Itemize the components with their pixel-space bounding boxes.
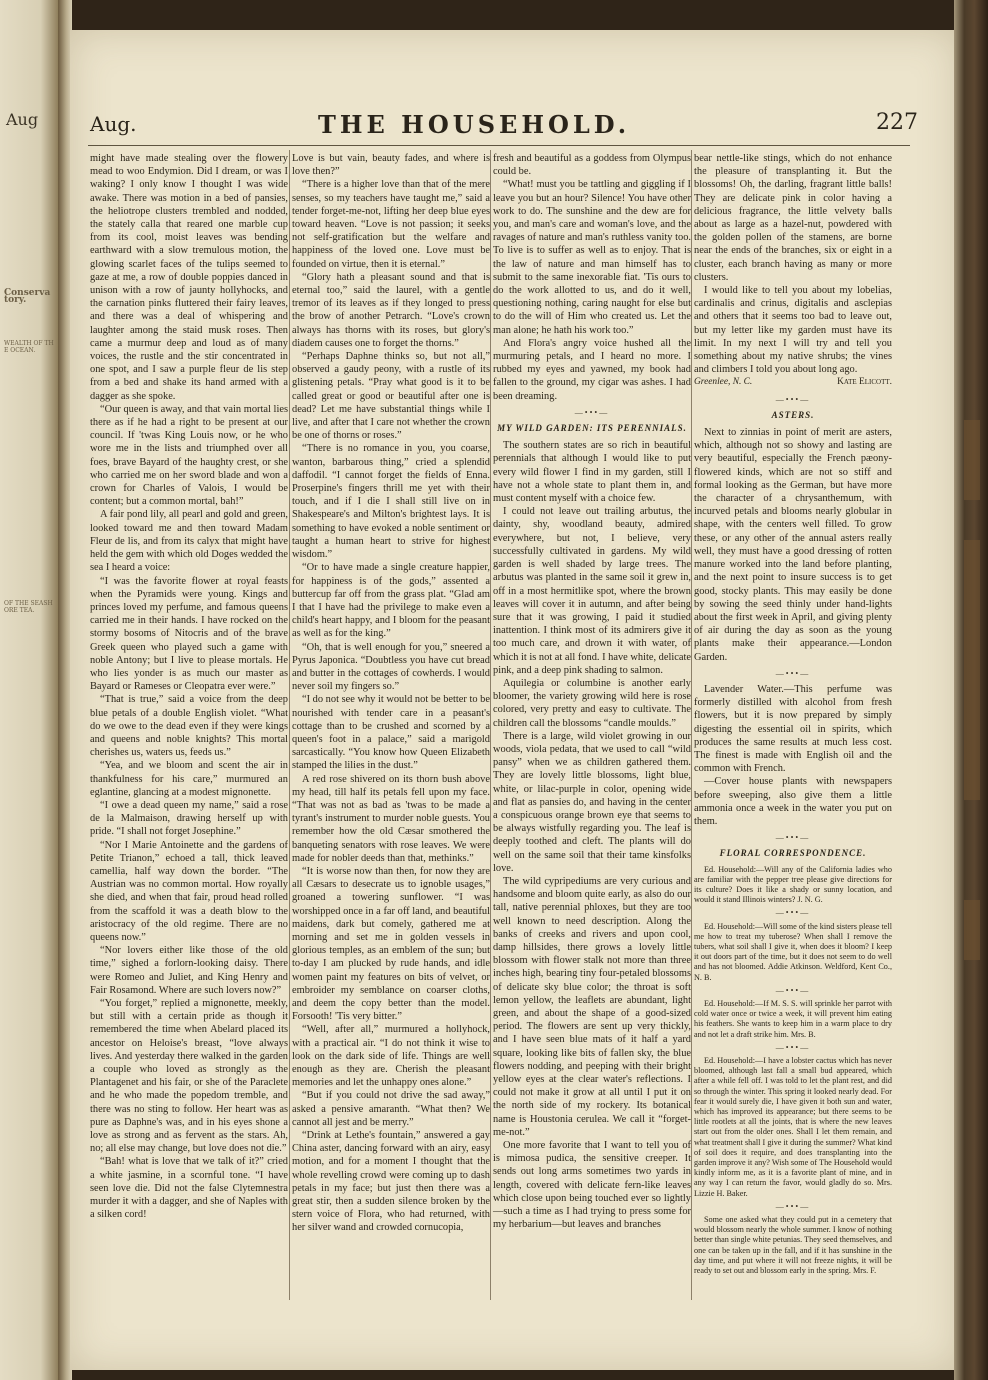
paragraph: “I do not see why it would not be better to be nourished with tender care in a peasant's cottage than to be crushed and scorned by a queen's foot in a palace,” said a marigold sarcastically. “You know how Queen Elizabeth stamped the lilies in the dust.”: [292, 694, 490, 772]
signature-place: Greenlee, N. C.: [694, 377, 753, 388]
column-1: [90, 152, 288, 1221]
paragraph: “I was the favorite flower at royal feasts when the Pyramids were young. Kings and princes loved my perfume, and famous queens carried me in their hands. I have rocked on the stormy bosoms of Nitocris and of the brave Greek queen who played such a game with noble Antony; but I live to please mortals. He who lies yonder is as much our master as Bayard or Rameses or Cleopatra ever were.”: [90, 575, 288, 693]
paragraph: “There is a higher love than that of the mere senses, so my teachers have taught me,” said a tender forget-me-not, lifting her deep blue eyes toward heaven. “Love is not passion; it seeks not self-gratification but the welfare and happiness of the loved one. Love must be founded on virtue, then it is eternal.”: [292, 179, 490, 270]
separator-ornament: —•••—: [775, 985, 811, 995]
separator-ornament: —•••—: [775, 833, 811, 843]
page-header: [88, 110, 918, 140]
paragraph: “Yea, and we bloom and scent the air in thankfulness for his care,” murmured an eglantine, glancing at a modest mignonette.: [90, 760, 288, 798]
separator-ornament: —•••—: [775, 668, 811, 678]
binding-mark: [964, 540, 980, 800]
separator-ornament: —•••—: [775, 1201, 811, 1211]
paragraph: “Nor I Marie Antoinette and the gardens of Petite Trianon,” echoed a tall, thick leaved camellia, half way down the border. “The Austrian was no common mortal. How royally she died, and when that fair, proud head rolled from the scaffold it was a death blow to the aristocracy of the old regime. There are no queens now.”: [90, 839, 288, 943]
paragraph: fresh and beautiful as a goddess from Olympus could be.: [493, 153, 691, 178]
paragraph: One more favorite that I want to tell you of is mimosa pudica, the sensitive creeper. It sends out long arms sometimes two yards in length, covered with delicate fern-like leaves which close upon being touched ever so lightly—such a time as I had trying to press some for my herbarium—but leaves and branches: [493, 1140, 691, 1231]
separator-ornament: —•••—: [775, 394, 811, 404]
letter: Ed. Household:—Will any of the California ladies who are familiar with the pepper tree please give directions for its culture? Does it like a shady or sunny location, and would it stand Illinois winters? J. N. G.: [694, 864, 892, 905]
paragraph: “I owe a dead queen my name,” said a rose de la Malmaison, drawing herself up with pride. “I shall not forget Josephine.”: [90, 799, 288, 838]
column-rule: [691, 150, 692, 1300]
header-page-number: 227: [876, 110, 918, 135]
paragraph: bear nettle-like stings, which do not enhance the pleasure of transplanting it. But the blossoms! Oh, the darling, fragrant little balls! They are delicate pink in color having a delicious fragrance, the little velvety balls about as large as a hazel-nut, powdered with the golden pollen of the stamens, are borne near the ends of the branches, six or eight in a cluster, each branch having as many or more clusters.: [694, 153, 892, 283]
paragraph: The wild cypripediums are very curious and handsome and bloom quite early, as also do our tall, native perennial phloxes, but they are too well known to need description. Along the banks of creeks and rivers and upon cool, damp hillsides, there grows a lovely little blossom with flower stalk not more than three inches high, bearing tiny four-petaled blossoms of delicate sky blue color; the throat is soft lemon yellow, the leaflets are abundant, light green, and about the shape of a good-sized period. The flowers are sent up very thickly, and I have seen blue mats of it half a yard square, looking like bits of fallen sky, the blue flowers nodding, and peeping with their bright yellow eyes at the clear water's reflections. I could not make it grow at all until I put it on the north side of my rockery. Its botanical name is Houstonia cerulea. We call it “forget-me-not.”: [493, 875, 691, 1138]
column-rule: [490, 150, 491, 1300]
paragraph: A red rose shivered on its thorn bush above my head, till half its petals fell upon my face. “That was not as bad as 'twas to be made a tyrant's instrument to murder noble guests. You remember how the old Cæsar smothered the banqueting senators with rose leaves. We were made for nobler deeds than that, methinks.”: [292, 773, 490, 864]
paragraph: “Oh, that is well enough for you,” sneered a Pyrus Japonica. “Doubtless you have cut bread and butter in the cottages of cowherds. I would never soil my fingers so.”: [292, 641, 490, 693]
paragraph: A fair pond lily, all pearl and gold and green, looked toward me and then toward Madam Fleur de lis, and from its calyx that might have held the gem with which old Doges wedded the sea I heard a voice:: [90, 509, 288, 574]
separator-ornament: —•••—: [775, 1042, 811, 1052]
paragraph: “That is true,” said a voice from the deep blue petals of a double English violet. “What do we owe to the dead even if they were kings and queens and noble knights? This mortal cherishes us, waters us, feeds us.”: [90, 694, 288, 759]
section-title: MY WILD GARDEN: ITS PERENNIALS.: [497, 423, 687, 434]
header-title: THE HOUSEHOLD.: [318, 110, 631, 139]
left-page-edge: [0, 0, 58, 1380]
letter: Ed. Household:—Will some of the kind sisters please tell me how to treat my tuberose? When shall I remove the tubers, what soil shall I give it, when does it bloom? I keep it out doors part of the time, but it does not seem to do well and has not bloomed. Addie Atkinson. Weldford, Kent Co., N. B.: [694, 921, 892, 982]
book-binding-edge: [954, 0, 988, 1380]
paragraph: I would like to tell you about my lobelias, cardinalis and crinus, digitalis and asclepias and others that it seems too bad to leave out, but my letter like my garden must have its limit. In my next I will try and tell you something about my native shrubs; the vines and climbers I told you about long ago.: [694, 285, 892, 376]
paragraph: “Nor lovers either like those of the old time,” sighed a forlorn-looking daisy. There were Romeo and Juliet, and King Henry and Fair Rosamond. Where are such lovers now?”: [90, 945, 288, 996]
paragraph: Lavender Water.—This perfume was formerly distilled with alcohol from fresh flowers, but it is now prepared by simply digesting the essential oil in spirits, which produces the same results at much less cost. The finest is made with English oil and the common with French.: [694, 683, 892, 775]
paragraph: Love is but vain, beauty fades, and where is love then?”: [292, 153, 490, 178]
column-4: [694, 152, 892, 1277]
paragraph: “But if you could not drive the sad away,” asked a pensive amaranth. “What then? We cannot all jest and be merry.”: [292, 1090, 490, 1128]
left-page-fragment: WEALTH OF THE OCEAN.: [4, 340, 54, 354]
paragraph: “What! must you be tattling and giggling if I leave you but an hour? Silence! You have other work to do. The sunshine and the dew are for you, and man's care and woman's love, and the ravages of nature and man's ruthless vanity too. To live is to suffer as well as to enjoy. That is the law of nature and man himself has to submit to the same inexorable fiat. 'Tis ours to do the work allotted to us, and do it well, questioning nothing, caring naught for else but to do the will of Him who created us. Let the man alone; he hath his work too.”: [493, 179, 691, 336]
paragraph: “Glory hath a pleasant sound and that is eternal too,” said the laurel, with a gentle tremor of its leaves as if they longed to press the brow of another Petrarch. “Love's crown always has thorns with its roses, but glory's diadem causes one to forget the thorns.”: [292, 271, 490, 349]
column-rule: [289, 150, 290, 1300]
header-month: Aug.: [90, 112, 137, 136]
paragraph: The southern states are so rich in beautiful perennials that although I would like to put every wild flower I find in my garden, still I have not a whole state to plant them in, and must content myself with a choice few.: [493, 440, 691, 505]
paragraph: “Our queen is away, and that vain mortal lies there as if he had a right to be present at our council. If 'twas King Louis now, or he who wore me in the lists and triumphed over all foes, brave Bayard of the haughty crest, or she who carried me on her sword blade and won a crown for Charles of Valois, I would be content; but a common mortal, bah!”: [90, 403, 288, 508]
letters: [694, 865, 892, 1277]
column-2: [292, 152, 490, 1235]
paragraph: “You forget,” replied a mignonette, meekly, but still with a certain pride as though it remembered the time when Abelard placed its ancestor on Heloise's breast, “love always lives. And yesterday there walked in the garden a couple who loved as strongly as the Plantagenet and his fair, or she of the Paraclete and he who made the popedom tremble, and there was no sting to follow. Her heart was as pure as Daphne's was, and in his eyes shone a love as strong and as fervent as the stars. Ah, no; all else may change, but love does not die.”: [90, 998, 288, 1155]
paragraph: might have made stealing over the flowery mead to woo Endymion. Did I dream, or was I waking? I only know I thought I was wide awake. There was motion in a bed of pansies, the heliotrope clusters trembled and nodded, the stately calla that reared one marble cup from its cool, moist leaves was bending earthward with a slow tremulous motion, the glowing scarlet faces of the tulips seemed to gaze at me, a row of double poppies danced in unison with a row of jaunty hollyhocks, and the carnation pinks fluttered their fairy leaves, and there was a deal of whispering and laughter among the staid musk roses. Then came a murmur deep and loud as of many voices, the rustle and the stir concentrated in one spot, and I saw a purple fleur de lis step from a bed and shake its hand armed with a dagger as she spoke.: [90, 153, 288, 402]
paragraph: “Perhaps Daphne thinks so, but not all,” observed a gaudy peony, with a rustle of its glistening petals. “Pray what good is it to be called great or good or beautiful after one is dead? Let me have substantial things while I live, and after that I care not whether the crown be one of thorns or roses.”: [292, 351, 490, 442]
binding-mark: [964, 420, 980, 500]
paragraph: “Well, after all,” murmured a hollyhock, with a practical air. “I do not think it wise to look on the dark side of life. Things are well enough as they are. Cherish the pleasant memories and let the unhappy ones alone.”: [292, 1024, 490, 1089]
paragraph: “It is worse now than then, for now they are all Cæsars to desecrate us to ignoble usages,” groaned a towering sunflower. “I was worshipped once in a far off land, and beautiful maidens, dark but comely, gathered me at morning and set me in golden vessels in glorious temples, as an emblem of the sun; but to-day I am plucked by rude hands, and idle women paint my features on bits of velvet, or embroider my semblance on coarser cloths, and deem the copy better than the model. Forsooth! 'Tis very bitter.”: [292, 865, 490, 1023]
signature-line: [694, 376, 892, 389]
letter: Ed. Household:—I have a lobster cactus which has never bloomed, although last fall a small bud appeared, which after a while fell off. I was told to let the plant rest, and did so through the winter. This spring it looked nearly dead. For fear it would surely die, I have given it both sun and water, which has improved its appearance; but there seems to be little rootlets at all the joints, that is where the new leaves start out from the older ones. Shall I let them remain, and what treatment shall I give it during the summer? What kind of soil does it require, and does transplanting into the garden improve it any? Wish some of The Household would kindly inform me, as it is a favorite plant of mine, and in any way I can return the favor, would gladly do so. Mrs. Lizzie H. Baker.: [694, 1056, 892, 1198]
binding-mark: [964, 900, 980, 960]
paragraph: “Or to have made a single creature happier, for happiness is of the gods,” assented a buttercup far off from the grass plat. “Glad am I that I have had the privilege to make even a child's heart happy, and I bloom for the peasant as well as for the king.”: [292, 562, 490, 640]
paragraph: Next to zinnias in point of merit are asters, which, although not so showy and lasting are very beautiful, especially the French pæony-flowered kinds, which are not so stiff and formal looking as the German, but have more the character of a chrysanthemum, with incurved petals and blooms nearly globular in shape, with the centers well filled. To grow these, or any other of the annual asters really well, they must have a good dressing of rotten manure worked into the land before planting, and the next point to insure success is to get good, stocky plants. This may easily be done by sowing the seed thinly under hand-lights about the first week in April, and giving plenty of air during the day as soon as the young plants make their appearance.—London Garden.: [694, 427, 892, 663]
paragraph: “There is no romance in you, you coarse, wanton, barbarous thing,” cried a splendid daffodil. “I cannot forget the fields of Enna. Proserpine's fingers thrill me yet with their touch, and if I die I shall still live on in Shakespeare's and Milton's brightest lays. It is something to have evoked a noble sentiment or taught a human heart to strive for highest wisdom.”: [292, 443, 490, 561]
left-page-fragment: Conservatory.: [4, 288, 51, 305]
paragraph: There is a large, wild violet growing in our woods, viola pedata, that we used to call “wild pansy” when we as children gathered them. They are lovely little blossoms, light blue, white, or lilac-purple in color, opening wide and flat as pansies do, and having in the center a conspicuous orange brown eye that seems to be always wistfully regarding you. The leaf is deeply toothed and cleft. The plants will do well on the same soil that their tame kinsfolks love.: [493, 730, 691, 874]
separator-ornament: —•••—: [775, 908, 811, 918]
section-title: ASTERS.: [771, 409, 815, 420]
paragraph: Aquilegia or columbine is another early bloomer, the variety growing wild here is rose colored, very pretty and easy to cultivate. The children call the blossoms “candle moulds.”: [493, 677, 691, 729]
letter: Ed. Household:—If M. S. S. will sprinkle her parrot with cold water once or twice a week, it will prevent him eating his feathers. She wants to keep him in a warm place to dry and not let a draft strike him. Mrs. B.: [694, 999, 892, 1039]
section-title: FLORAL CORRESPONDENCE.: [719, 848, 867, 859]
signature-name: Kate Elicott.: [837, 377, 892, 388]
paragraph: I could not leave out trailing arbutus, the dainty, shy, woodland beauty, admired everywhere, but not, I believe, very successfully cultivated in gardens. My wild garden is well shaded by large trees. The arbutus was planted in the same soil it grew in, off in a most hermitlike spot, where the brown leaves will cover it in autumn, and after being sure that it was growing, I paid it studied inattention. I think most of its admirers give it too much care, and drown it with water, of which it is not at all fond. I have white, delicate pink, and a deep pink shading to salmon.: [493, 506, 691, 676]
page: [70, 30, 958, 1370]
paragraph: “Drink at Lethe's fountain,” answered a gay China aster, dancing forward with an airy, easy motion, and for a moment I thought that the whole revelling crowd were coming up to dash petals in my face; but just then there was a great stir, then a sudden silence broken by the stern voice of Flora, who had returned, with her silver wand and crowded cornucopia,: [292, 1130, 490, 1234]
left-page-fragment: OF THE SEASHORE TEA.: [4, 600, 53, 614]
separator-ornament: —•••—: [574, 407, 610, 417]
paragraph: “Bah! what is love that we talk of it?” cried a white jasmine, in a scornful tone. “I have seen love die. Did not the false Clytemnestra murder it with a dagger, and she of Naples with a silken cord!: [90, 1156, 288, 1221]
header-rule: [88, 145, 910, 146]
paragraph: —Cover house plants with newspapers before sweeping, also give them a little ammonia once a week in the water you put on them.: [694, 776, 892, 827]
paragraph: And Flora's angry voice hushed all the murmuring petals, and I heard no more. I rubbed my eyes and yawned, my book had fallen to the ground, my cigar was ashes. I had been dreaming.: [493, 337, 691, 402]
left-page-month: Aug: [6, 110, 39, 129]
letter: Some one asked what they could put in a cemetery that would blossom nearly the whole summer. I know of nothing better than single white petunias. They seed themselves, and one can be taken up in the fall, and if it has sunshine in the day time, and put where it will not freeze nights, it will be ready to set out and blossom early in the spring. Mrs. F.: [694, 1215, 892, 1276]
column-3: [493, 152, 691, 1231]
